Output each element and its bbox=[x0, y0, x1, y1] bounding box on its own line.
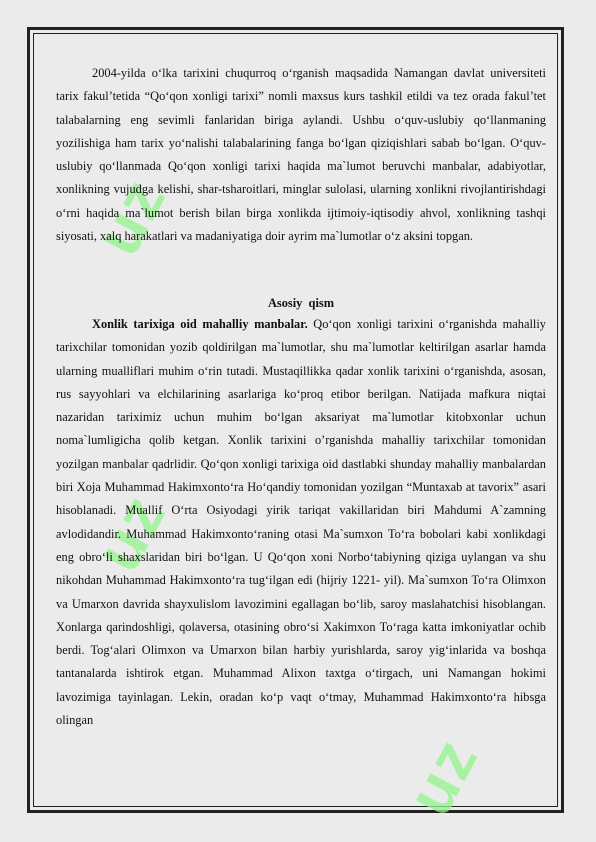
body-continuation: Qo‘qon xonligi tarixini o‘rganishda mahalliy tarixchilar tomonidan yozib qoldirilgan ma`lumotlar, shu ma`lumotlar keltirilgan asarlar hamda ularning mualliflari muhim o‘rin tutadi. Mustaqillikka qadar xonlik tarixini o‘rganishda, asosan, rus sayyohlari va elchilarining asarlariga ko‘proq etibor berilgan. Natijada mafkura niqtai nazaridan tariximiz uchun muhim bo‘lgan aksariyat ma`lumotlar kitobxonlar uchun noma`lumligicha qolib ketgan. Xonlik tarixini o’rganishda mahalliy tarixchilar tomonidan yozilgan manbalar qadrlidir. Qo‘qon xonligi tarixiga oid dastlabki shunday mahalliy manbalardan biri Xoja Muhammad Hakimxonto‘ra Ho‘qandiy tomonidan yozilgan “Muntaxab at tavorix” asari hisoblanadi. Muallif O‘rta Osiyodagi yirik tariqat vakillaridan biri Mahdumi A`zamning avlodidandir. Muhammad Hakimxonto‘raning otasi Ma`sumxon To‘ra bobolari kabi xonlikdagi eng obro‘li shaxslaridan biri bo‘lgan. U Qo‘qon xoni Norbo‘tabiyning qiziga uylangan va shu nikohdan Muhammad Hakimxonto‘ra tug‘ilgan edi (hijriy 1221- yil). Ma`sumxon To‘ra Olimxon va Umarxon davrida shayxulislom lavozimini egallagan bo‘lib, saroy maslahatchisi hisoblangan. Xonlarga qarindoshligi, qolaversa, otasining obro‘si Xakimxon To‘raga katta imkoniyatlar ochib berdi. Tog‘alari Olimxon va Umarxon bilan harbiy yurishlarda, saroy yig‘inlarida va boshqa tantanalarda ishtirok etgan. Muhammad Alixon taxtga o‘tirgach, uni Namangan hokimi lavozimiga tayinlagan. Lekin, oradan ko‘p vaqt o‘tmay, Muhammad Hakimxonto‘ra hibsga olingan bbox=[56, 317, 546, 728]
body-paragraph bbox=[56, 313, 546, 732]
body-text bbox=[56, 313, 546, 732]
watermark-middle: uz bbox=[80, 482, 180, 583]
watermark-bottom: uz bbox=[392, 726, 492, 827]
section-heading: Asosiy qism bbox=[267, 296, 335, 310]
intro-text: 2004-yilda o‘lka tarixini chuqurroq o‘rganish maqsadida Namangan davlat universiteti tarix fakul’tetida “Qo‘qon xonligi tarixi” nomli maxsus kurs tashkil etildi va tez orada fakul’tet talabalarning eng sevimli fanlaridan biriga aylandi. Ushbu o‘quv-uslubiy qo‘llanmaning yozilishiga ham tarix yo‘nalishi talabalarining fanga bo‘lgan qiziqishlari sabab bo‘lgan. O‘quv-uslubiy qo‘llanmada Qo‘qon xonligi tarixi haqida ma`lumot beruvchi manbalar, adabiyotlar, xonlikning vujudga kelishi, shar-tsharoitlari, minglar sulolasi, ularning xonlikni rivojlantirishdagi o‘rni haqida ma`lumot berish bilan birga xonlikda ijtimoiy-iqtisodiy ahvol, xonlikning tashqi siyosati, xalq harakatlari va madaniyatiga doir ayrim ma`lumotlar o‘z aksini topgan. bbox=[56, 66, 546, 244]
intro-paragraph bbox=[56, 62, 546, 248]
watermark-top: uz bbox=[80, 166, 180, 267]
body-lead-phrase: Xonlik tarixiga oid mahalliy manbalar. bbox=[92, 317, 308, 331]
